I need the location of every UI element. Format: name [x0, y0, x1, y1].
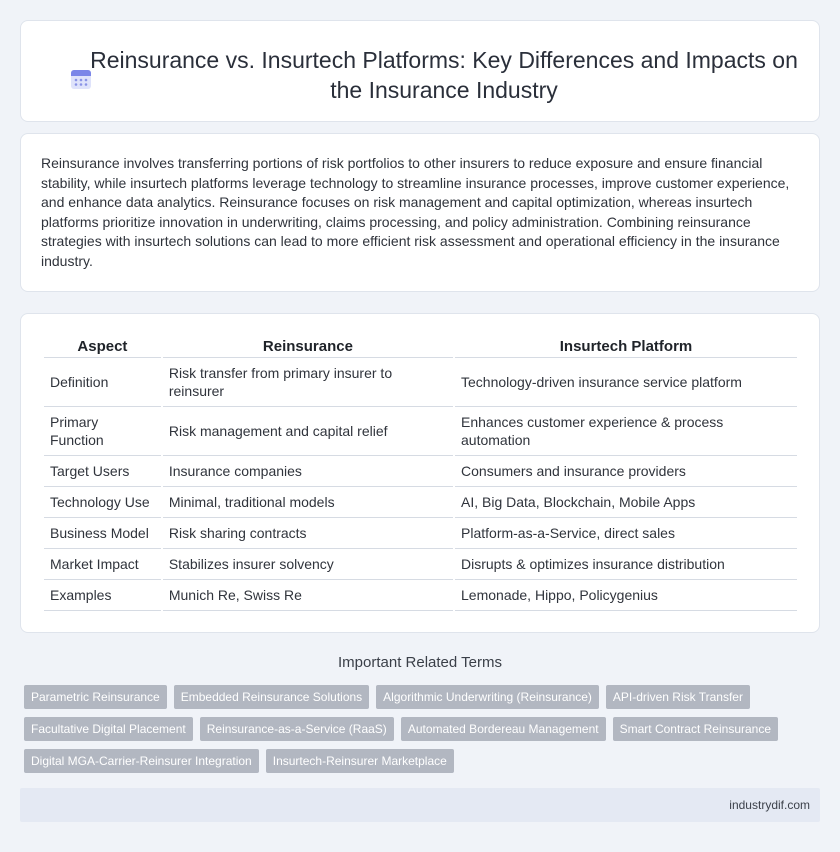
table-row	[44, 580, 797, 611]
table-row	[44, 407, 797, 456]
table-row	[44, 549, 797, 580]
table-cell: Business Model	[44, 518, 161, 549]
table-cell: Technology-driven insurance service platform	[455, 358, 797, 407]
intro-card	[20, 133, 820, 292]
comparison-table-card	[20, 313, 820, 633]
column-header: Aspect	[44, 334, 161, 358]
related-term-tag[interactable]: Algorithmic Underwriting (Reinsurance)	[376, 685, 599, 709]
table-row	[44, 358, 797, 407]
column-header: Reinsurance	[163, 334, 453, 358]
related-term-tag[interactable]: Reinsurance-as-a-Service (RaaS)	[200, 717, 394, 741]
related-term-tag[interactable]: Insurtech-Reinsurer Marketplace	[266, 749, 454, 773]
table-cell: Minimal, traditional models	[163, 487, 453, 518]
table-cell: Risk sharing contracts	[163, 518, 453, 549]
table-cell: Lemonade, Hippo, Policygenius	[455, 580, 797, 611]
table-cell: AI, Big Data, Blockchain, Mobile Apps	[455, 487, 797, 518]
table-cell: Risk management and capital relief	[163, 407, 453, 456]
table-cell: Stabilizes insurer solvency	[163, 549, 453, 580]
table-cell: Definition	[44, 358, 161, 407]
column-header: Insurtech Platform	[455, 334, 797, 358]
related-term-tag[interactable]: Parametric Reinsurance	[24, 685, 167, 709]
related-term-tag[interactable]: Digital MGA-Carrier-Reinsurer Integration	[24, 749, 259, 773]
table-cell: Target Users	[44, 456, 161, 487]
table-cell: Enhances customer experience & process automation	[455, 407, 797, 456]
related-terms-heading: Important Related Terms	[338, 654, 502, 671]
table-cell: Examples	[44, 580, 161, 611]
comparison-table	[42, 334, 799, 611]
table-cell: Primary Function	[44, 407, 161, 456]
table-cell: Disrupts & optimizes insurance distribution	[455, 549, 797, 580]
table-cell: Technology Use	[44, 487, 161, 518]
table-row	[44, 518, 797, 549]
header-card	[20, 20, 820, 122]
related-terms-list	[24, 685, 814, 773]
intro-paragraph: Reinsurance involves transferring portions of risk portfolios to other insurers to reduce exposure and ensure financial stability, while insurtech platforms leverage technology to streamline insurance processes, improve customer experience, and enhance data analytics. Reinsurance focuses on risk management and capital optimization, whereas insurtech platforms prioritize innovation in underwriting, claims processing, and policy administration. Combining reinsurance strategies with insurtech solutions can lead to more efficient risk assessment and operational efficiency in the insurance industry.	[41, 155, 790, 269]
footer-site-link[interactable]: industrydif.com	[729, 798, 810, 812]
table-cell: Munich Re, Swiss Re	[163, 580, 453, 611]
related-term-tag[interactable]: Facultative Digital Placement	[24, 717, 193, 741]
related-term-tag[interactable]: Embedded Reinsurance Solutions	[174, 685, 369, 709]
table-row	[44, 456, 797, 487]
related-term-tag[interactable]: Smart Contract Reinsurance	[613, 717, 778, 741]
table-header-row	[44, 334, 797, 358]
related-term-tag[interactable]: Automated Bordereau Management	[401, 717, 606, 741]
table-cell: Platform-as-a-Service, direct sales	[455, 518, 797, 549]
table-cell: Insurance companies	[163, 456, 453, 487]
page-title: Reinsurance vs. Insurtech Platforms: Key Differences and Impacts on the Insurance Industry	[90, 47, 798, 103]
table-cell: Consumers and insurance providers	[455, 456, 797, 487]
footer	[20, 788, 820, 822]
table-row	[44, 487, 797, 518]
table-cell: Risk transfer from primary insurer to reinsurer	[163, 358, 453, 407]
related-term-tag[interactable]: API-driven Risk Transfer	[606, 685, 750, 709]
table-cell: Market Impact	[44, 549, 161, 580]
